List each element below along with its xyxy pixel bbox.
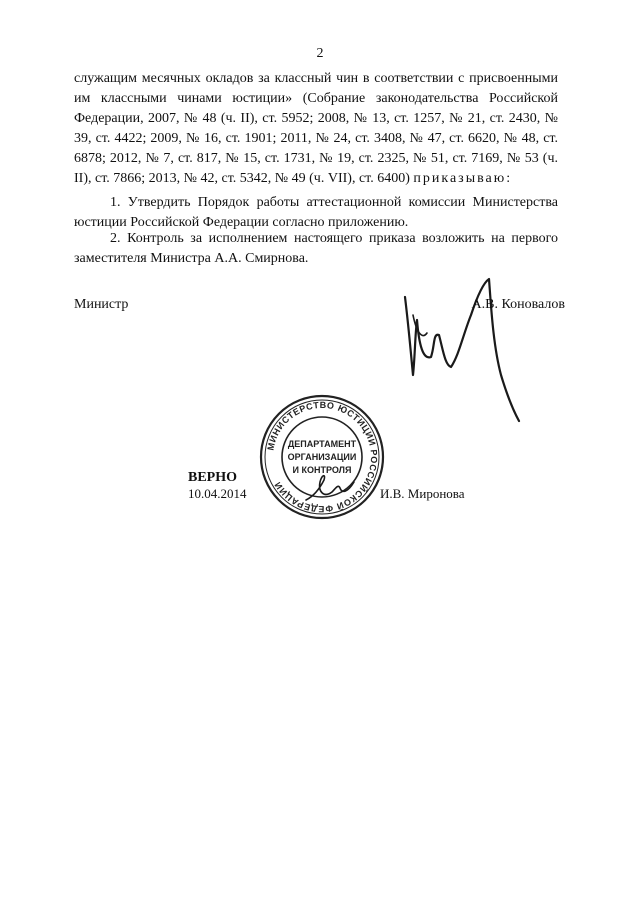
verifier-signature	[302, 470, 362, 504]
stamp-line-3: И КОНТРОЛЯ	[292, 465, 352, 475]
page-number: 2	[316, 46, 324, 61]
intro-paragraph	[74, 69, 558, 189]
verified-label: ВЕРНО	[188, 470, 238, 485]
signatory-name: А.В. Коновалов	[471, 297, 565, 312]
stamp-ring-text: МИНИСТЕРСТВО ЮСТИЦИИ РОССИЙСКОЙ ФЕДЕРАЦИИ	[265, 399, 380, 515]
stamp-line-2: ОРГАНИЗАЦИИ	[287, 452, 357, 462]
verifier-name: И.В. Миронова	[380, 486, 465, 501]
order-word: приказываю:	[413, 171, 513, 186]
order-item-1: 1. Утвердить Порядок работы аттестационной комиссии Министерства юстиции Российской Федерации согласно приложению.	[74, 195, 558, 230]
intro-text: служащим месячных окладов за классный чин в соответствии с присвоенными им классными чинами юстиции» (Собрание законодательства Российской Федерации, 2007, № 48 (ч. II), ст. 5952; 2008, № 13, ст. 1257, № 21, ст. 2430, № 39, ст. 4422; 2009, № 16, ст. 1901; 2011, № 24, ст. 3408, № 47, ст. 6620, № 48, ст. 6878; 2012, № 7, ст. 817, № 15, ст. 1731, № 19, ст. 2325, № 51, ст. 7169, № 53 (ч. II), ст. 7866; 2013, № 42, ст. 5342, № 49 (ч. VII), ст. 6400)	[74, 71, 558, 186]
verified-date: 10.04.2014	[188, 486, 247, 501]
order-item-2: 2. Контроль за исполнением настоящего приказа возложить на первого заместителя Министра А.А. Смирнова.	[74, 231, 558, 266]
stamp-line-1: ДЕПАРТАМЕНТ	[287, 439, 357, 449]
signatory-title: Министр	[74, 297, 129, 312]
